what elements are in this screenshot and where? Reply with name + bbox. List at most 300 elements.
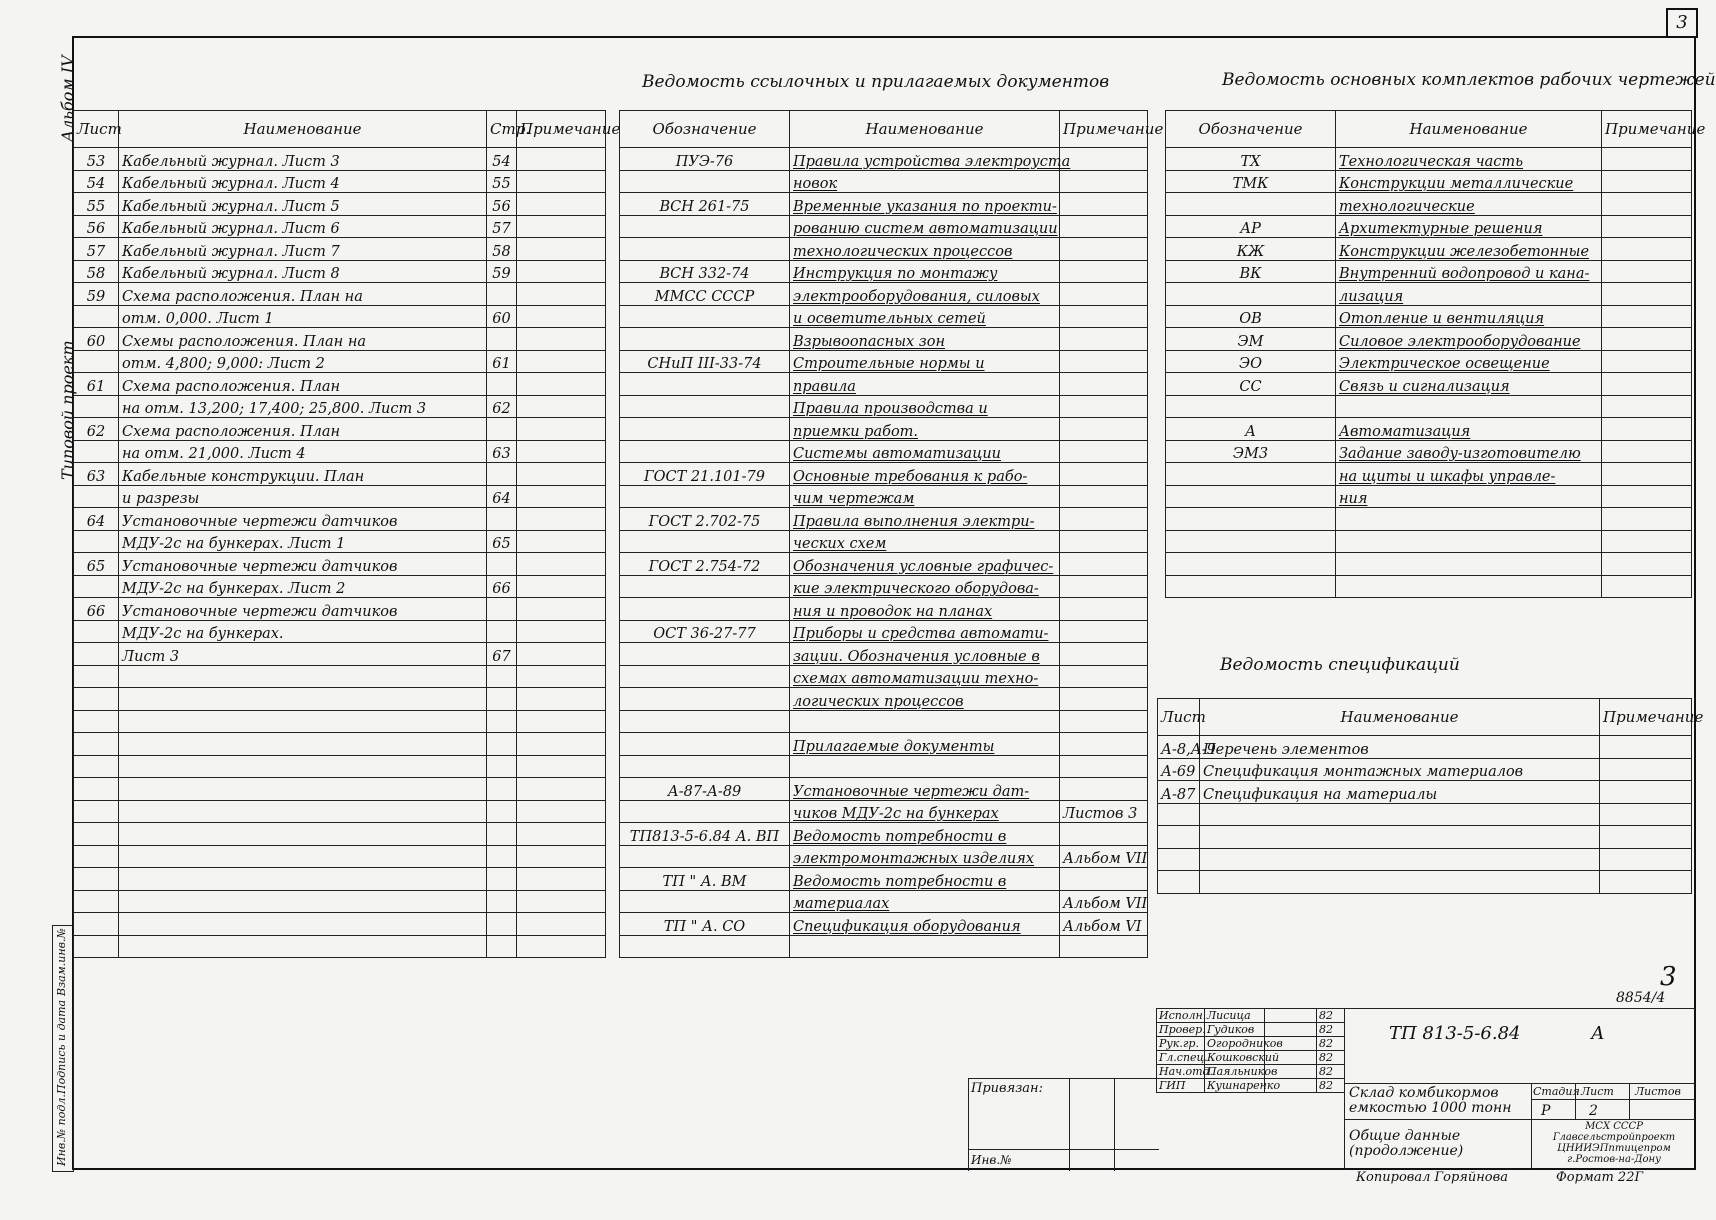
table-row [74,620,606,643]
note-cell [1602,238,1692,261]
table-row [620,553,1148,576]
name-cell: Правила производства и [790,395,1060,418]
note-cell [517,305,606,328]
sheet-cell: 55 [74,193,119,216]
table-row [1166,463,1692,486]
note-cell: Альбом VII [1060,845,1148,868]
page-cell [487,823,517,846]
note-cell [517,170,606,193]
name-cell: Установочные чертежи датчиков [119,598,487,621]
note-cell: Листов 3 [1060,800,1148,823]
sheet-cell [74,620,119,643]
privyazan-line [969,1149,1159,1150]
page-cell: 63 [487,440,517,463]
note-cell [1602,328,1692,351]
table-row [620,193,1148,216]
name-cell [1336,575,1602,598]
date-cell: 82 [1317,1037,1345,1051]
table-row [1166,575,1692,598]
designation-cell: ММСС СССР [620,283,790,306]
sheet-cell: 66 [74,598,119,621]
name-cell: Кабельный журнал. Лист 8 [119,260,487,283]
name-cell [119,890,487,913]
note-cell [517,598,606,621]
table-row [74,373,606,396]
table-row [620,508,1148,531]
note-cell [517,283,606,306]
designation-cell: ТП813-5-6.84 А. ВП [620,823,790,846]
sheet-cell: 62 [74,418,119,441]
table-row [1158,848,1692,871]
note-cell [1602,395,1692,418]
designation-cell [620,530,790,553]
table-row [620,935,1148,958]
archive-number: 8854/4 [1616,990,1666,1006]
note-cell [517,485,606,508]
note-cell [517,508,606,531]
name-cell: чиков МДУ-2с на бункерах [790,800,1060,823]
table-row [620,373,1148,396]
name-cell: кие электрического оборудова- [790,575,1060,598]
table-row [620,530,1148,553]
designation-cell: ГОСТ 2.754-72 [620,553,790,576]
note-cell [1060,868,1148,891]
note-cell [1602,215,1692,238]
page-cell [487,845,517,868]
inv-no-label: Инв.№ [971,1153,1012,1167]
designation-cell [1166,530,1336,553]
sheet-cell [74,800,119,823]
note-cell [1060,350,1148,373]
project-type-label: Типовой проект [58,340,77,480]
name-cell: Правила выполнения электри- [790,508,1060,531]
note-cell [517,665,606,688]
page-cell [487,328,517,351]
note-cell [1060,395,1148,418]
surname-cell: Кошковский [1205,1051,1265,1065]
page-cell [487,755,517,778]
designation-cell [620,485,790,508]
sheet-header: Лист [1158,699,1200,736]
name-cell: Строительные нормы и [790,350,1060,373]
note-cell [1060,665,1148,688]
sheet-cell [74,935,119,958]
page-cell [487,418,517,441]
sheet-cell [74,350,119,373]
note-cell [1060,260,1148,283]
table-row [1158,871,1692,894]
note-cell [1060,643,1148,666]
designation-cell [620,328,790,351]
note-cell [1060,755,1148,778]
date-cell: 82 [1317,1065,1345,1079]
name-cell: Задание заводу-изготовителю [1336,440,1602,463]
table-row [74,530,606,553]
name-cell [119,688,487,711]
designation-cell [1166,553,1336,576]
date-cell: 82 [1317,1079,1345,1093]
table-row [620,913,1148,936]
table-row [620,418,1148,441]
name-cell: Приборы и средства автомати- [790,620,1060,643]
table-row [1166,283,1692,306]
name-cell: отм. 0,000. Лист 1 [119,305,487,328]
sheet-header: Лист [1581,1085,1614,1098]
page-cell [487,553,517,576]
designation-cell [620,418,790,441]
name-cell: логических процессов [790,688,1060,711]
name-cell [1200,871,1600,894]
main-stamp [1344,1008,1695,1169]
designation-cell: ГОСТ 2.702-75 [620,508,790,531]
name-cell: Отопление и вентиляция [1336,305,1602,328]
table-row [620,440,1148,463]
note-cell [1600,803,1692,826]
table-row [1166,508,1692,531]
designation-cell [620,170,790,193]
name-cell: Схема расположения. План [119,418,487,441]
name-header: Наименование [1200,699,1600,736]
sheet-cell: 65 [74,553,119,576]
designation-header: Обозначение [1166,111,1336,148]
table-row [74,350,606,373]
name-cell [1200,803,1600,826]
table-row [620,395,1148,418]
sheet-cell [74,913,119,936]
sheet-mark: 3 [1660,962,1677,992]
name-cell [1200,826,1600,849]
page-cell: 66 [487,575,517,598]
name-cell: на щиты и шкафы управле- [1336,463,1602,486]
designation-cell [1166,193,1336,216]
designation-cell: ЭМ3 [1166,440,1336,463]
table-row [620,260,1148,283]
sheet-cell [74,485,119,508]
table-row [74,755,606,778]
page-cell [487,283,517,306]
signature-row [1157,1009,1345,1023]
name-cell: Взрывоопасных зон [790,328,1060,351]
table-row [74,238,606,261]
name-cell: Технологическая часть [1336,148,1602,171]
sheet-cell [74,395,119,418]
note-cell [1060,508,1148,531]
table-row [74,395,606,418]
name-cell: Кабельный журнал. Лист 3 [119,148,487,171]
table-row [74,215,606,238]
name-cell: Связь и сигнализация [1336,373,1602,396]
table-row [74,260,606,283]
name-cell [119,868,487,891]
name-cell: Кабельный журнал. Лист 7 [119,238,487,261]
name-cell: Основные требования к рабо- [790,463,1060,486]
name-cell: отм. 4,800; 9,000: Лист 2 [119,350,487,373]
designation-cell [620,688,790,711]
page-cell: 56 [487,193,517,216]
sheet-cell [74,575,119,598]
stamp-vline [1531,1083,1532,1169]
note-header: Примечание [517,111,606,148]
note-cell [1060,553,1148,576]
page-cell: 62 [487,395,517,418]
sheet-cell [74,530,119,553]
designation-cell: АР [1166,215,1336,238]
note-cell [517,643,606,666]
sheet-cell: 64 [74,508,119,531]
table-row [620,305,1148,328]
surname-cell: Кушнаренко [1205,1079,1265,1093]
note-cell [1060,935,1148,958]
note-cell [1060,710,1148,733]
table-row [620,845,1148,868]
name-cell: Кабельный журнал. Лист 6 [119,215,487,238]
designation-cell [620,238,790,261]
name-cell [119,935,487,958]
note-cell [1060,733,1148,756]
note-cell [1602,283,1692,306]
name-cell [790,755,1060,778]
table-row [1166,328,1692,351]
signature-row [1157,1051,1345,1065]
note-cell [1602,373,1692,396]
sheet-cell: 53 [74,148,119,171]
designation-cell [1166,395,1336,418]
name-cell [1200,848,1600,871]
note-cell [1060,598,1148,621]
designation-cell [620,598,790,621]
sheet-cell [74,845,119,868]
sheet-cell [1158,871,1200,894]
note-cell [1060,485,1148,508]
note-cell [1600,848,1692,871]
name-cell: Схема расположения. План на [119,283,487,306]
sheet-value: 2 [1589,1103,1598,1119]
table-row [74,418,606,441]
table-row [1166,395,1692,418]
surname-cell: Паяльников [1205,1065,1265,1079]
note-cell [1602,575,1692,598]
sheet-cell: 56 [74,215,119,238]
note-cell [517,215,606,238]
corner-sheet-box: 3 [1666,8,1698,38]
note-cell [1060,170,1148,193]
sheet-cell [74,778,119,801]
table-row [620,665,1148,688]
name-cell [1336,553,1602,576]
page-cell [487,598,517,621]
note-cell [517,463,606,486]
page-cell [487,800,517,823]
designation-cell [1166,283,1336,306]
signatures-table [1156,1008,1345,1093]
name-cell: Инструкция по монтажу [790,260,1060,283]
sheet-cell [74,643,119,666]
note-cell [1060,305,1148,328]
name-cell: электрооборудования, силовых [790,283,1060,306]
date-cell: 82 [1317,1051,1345,1065]
note-cell [1602,350,1692,373]
name-cell: технологических процессов [790,238,1060,261]
role-cell: Нач.отд. [1157,1065,1205,1079]
note-cell [517,373,606,396]
page-cell [487,463,517,486]
name-cell: Внутренний водопровод и кана- [1336,260,1602,283]
page-cell: 57 [487,215,517,238]
table-row [74,508,606,531]
copied-by: Копировал Горяйнова [1356,1170,1508,1185]
name-cell: Кабельные конструкции. План [119,463,487,486]
note-cell [1602,440,1692,463]
sheet-cell [1158,848,1200,871]
name-cell: Перечень элементов [1200,736,1600,759]
drawing-sets-title: Ведомость основных комплектов рабочих чертежей [1222,70,1716,90]
privyazan-box [968,1078,1159,1171]
designation-cell: ЭМ [1166,328,1336,351]
name-cell: ческих схем [790,530,1060,553]
note-header: Примечание [1060,111,1148,148]
note-cell [1602,530,1692,553]
name-cell: Установочные чертежи датчиков [119,508,487,531]
t4-header-row [1158,699,1692,736]
table-row [1166,485,1692,508]
designation-cell: СС [1166,373,1336,396]
note-cell [517,260,606,283]
table-row [1166,148,1692,171]
name-cell [119,778,487,801]
name-cell: Кабельный журнал. Лист 5 [119,193,487,216]
designation-cell: ВСН 332-74 [620,260,790,283]
name-cell [119,845,487,868]
sheet-cell [1158,826,1200,849]
name-cell [119,755,487,778]
surname-cell: Лисица [1205,1009,1265,1023]
table-row [74,170,606,193]
surname-cell: Огородников [1205,1037,1265,1051]
name-cell [790,710,1060,733]
note-cell [1060,620,1148,643]
designation-cell [620,845,790,868]
name-cell: Установочные чертежи дат- [790,778,1060,801]
designation-cell [620,733,790,756]
sheet-cell [74,890,119,913]
table-row [620,800,1148,823]
name-cell: Конструкции металлические [1336,170,1602,193]
name-cell: Схемы расположения. План на [119,328,487,351]
designation-cell: А [1166,418,1336,441]
name-cell: ния [1336,485,1602,508]
table-row [620,733,1148,756]
note-cell [1060,688,1148,711]
stage-header: Стадия [1533,1085,1580,1098]
note-cell [1060,418,1148,441]
table-row [74,193,606,216]
name-cell: Лист 3 [119,643,487,666]
document-mark: А [1591,1023,1605,1044]
designation-cell [620,710,790,733]
page-cell: 65 [487,530,517,553]
table-row [620,710,1148,733]
table-row [74,598,606,621]
note-cell [1060,778,1148,801]
table-row [620,823,1148,846]
name-cell: Спецификация оборудования [790,913,1060,936]
designation-cell: ВСН 261-75 [620,193,790,216]
table-row [74,913,606,936]
designation-cell: А-87-А-89 [620,778,790,801]
note-cell [1602,305,1692,328]
note-cell [1060,148,1148,171]
name-cell: МДУ-2с на бункерах. Лист 2 [119,575,487,598]
sheet-cell: 57 [74,238,119,261]
table-row [1166,530,1692,553]
name-cell [119,913,487,936]
page-cell [487,868,517,891]
table-row [74,823,606,846]
stamp-line-2 [1345,1119,1695,1120]
sheet-cell: А-69 [1158,758,1200,781]
page-cell: 55 [487,170,517,193]
table-row [620,598,1148,621]
specs-title: Ведомость спецификаций [1220,655,1460,675]
t2-header-row [620,111,1148,148]
signature-row [1157,1065,1345,1079]
note-cell [517,868,606,891]
page-cell: 61 [487,350,517,373]
name-cell: материалах [790,890,1060,913]
sheet-cell [74,733,119,756]
role-cell: ГИП [1157,1079,1205,1093]
name-cell [119,733,487,756]
note-cell [1060,193,1148,216]
note-cell: Альбом VII [1060,890,1148,913]
note-cell [517,328,606,351]
table-row [620,215,1148,238]
table-row [1166,373,1692,396]
sheet-cell [74,823,119,846]
role-cell: Исполн. [1157,1009,1205,1023]
privyazan-label: Привязан: [971,1081,1043,1096]
name-cell [790,935,1060,958]
name-cell: Спецификация монтажных материалов [1200,758,1600,781]
designation-cell [620,800,790,823]
table-row [1166,350,1692,373]
name-cell [119,800,487,823]
table-row [1158,803,1692,826]
designation-cell [620,215,790,238]
role-cell: Провер. [1157,1023,1205,1037]
designation-cell: ПУЭ-76 [620,148,790,171]
name-cell: Электрическое освещение [1336,350,1602,373]
signature-row [1157,1079,1345,1093]
name-cell: Силовое электрооборудование [1336,328,1602,351]
note-cell [517,845,606,868]
page-cell [487,508,517,531]
page-cell [487,710,517,733]
sheet-cell: 59 [74,283,119,306]
sheet-cell: 60 [74,328,119,351]
note-cell [1600,736,1692,759]
table-row [620,328,1148,351]
stage-line [1531,1099,1695,1100]
table-row [620,238,1148,261]
name-cell [1336,508,1602,531]
note-cell: Альбом VI [1060,913,1148,936]
title-block [968,1004,1696,1170]
table-row [74,868,606,891]
stage-div-2 [1629,1083,1630,1119]
surname-cell: Гудиков [1205,1023,1265,1037]
note-cell [1060,440,1148,463]
